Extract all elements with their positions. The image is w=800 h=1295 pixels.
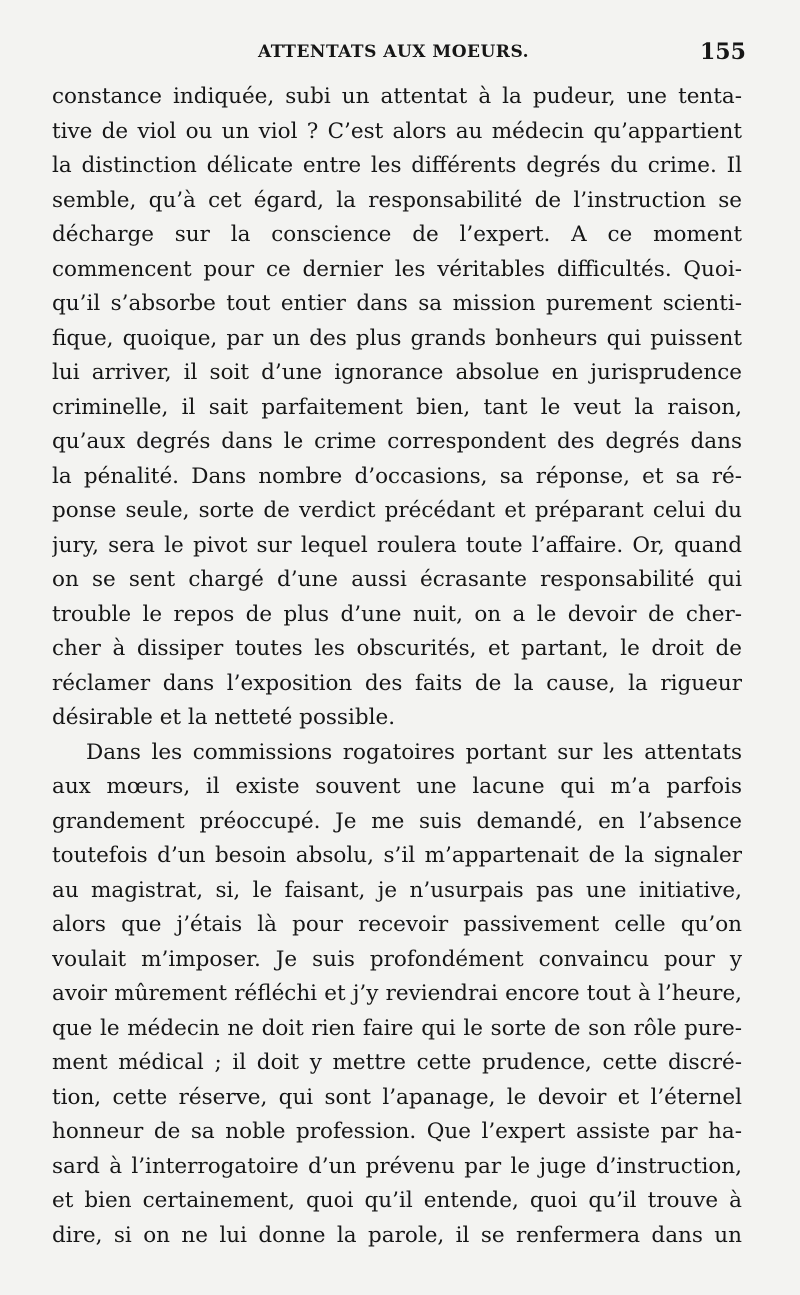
text-line: dire, si on ne lui donne la parole, il se renfermera dans un [52,1222,742,1248]
text-line: sard à l’interrogatoire d’un prévenu par le juge d’instruction, [52,1153,742,1179]
text-line: constance indiquée, subi un attentat à la pudeur, une tenta- [52,84,742,109]
text-line: la pénalité. Dans nombre d’occasions, sa réponse, et sa ré- [52,463,742,489]
text-line: avoir mûrement réfléchi et j’y reviendrai encore tout à l’heure, [52,981,742,1006]
paragraph-2 [52,736,742,1254]
text-line: et bien certainement, quoi qu’il entende, quoi qu’il trouve à [52,1188,742,1213]
text-line: honneur de sa noble profession. Que l’expert assiste par ha- [52,1119,742,1144]
text-line: cher à dissiper toutes les obscurités, et partant, le droit de [52,636,742,661]
text-line: jury, sera le pivot sur lequel roulera toute l’affaire. Or, quand [52,532,742,558]
running-head [0,39,800,72]
page-number: 155 [700,39,746,65]
running-title: ATTENTATS AUX MOEURS. [258,42,530,62]
text-line: semble, qu’à cet égard, la responsabilité de l’instruction se [52,187,742,213]
text-line: tive de viol ou un viol ? C’est alors au médecin qu’appartient [52,118,742,144]
paragraph-1 [52,80,742,736]
text-line: on se sent chargé d’une aussi écrasante responsabilité qui [52,567,742,592]
text-line: la distinction délicate entre les différents degrés du crime. Il [52,153,742,178]
text-line: aux mœurs, il existe souvent une lacune qui m’a parfois [52,774,742,799]
text-line: qu’il s’absorbe tout entier dans sa mission purement scienti- [52,291,742,316]
text-line: commencent pour ce dernier les véritables difficultés. Quoi- [52,256,742,282]
text-line: alors que j’étais là pour recevoir passivement celle qu’on [52,912,742,937]
text-line: criminelle, il sait parfaitement bien, tant le veut la raison, [52,394,742,420]
body-text [52,80,742,1253]
text-line: désirable et la netteté possible. [52,705,396,730]
text-line: grandement préoccupé. Je me suis demandé, en l’absence [52,808,742,834]
text-line: au magistrat, si, le faisant, je n’usurpais pas une initiative, [52,877,742,903]
text-line: trouble le repos de plus d’une nuit, on a le devoir de cher- [52,601,742,627]
text-line: tion, cette réserve, qui sont l’apanage, le devoir et l’éternel [52,1084,742,1110]
text-line: ment médical ; il doit y mettre cette prudence, cette discré- [52,1050,742,1075]
text-line: Dans les commissions rogatoires portant sur les attentats [86,739,742,765]
text-line: fique, quoique, par un des plus grands bonheurs qui puissent [52,325,742,351]
text-line: ponse seule, sorte de verdict précédant et préparant celui du [52,498,742,523]
text-line: voulait m’imposer. Je suis profondément convaincu pour y [52,946,742,972]
text-line: réclamer dans l’exposition des faits de la cause, la rigueur [52,670,742,696]
text-line: toutefois d’un besoin absolu, s’il m’appartenait de la signaler [52,843,742,868]
text-line: lui arriver, il soit d’une ignorance absolue en jurisprudence [52,360,742,385]
text-line: décharge sur la conscience de l’expert. A ce moment [52,222,742,247]
text-line: que le médecin ne doit rien faire qui le sorte de son rôle pure- [52,1015,742,1041]
text-line: qu’aux degrés dans le crime correspondent des degrés dans [52,429,742,454]
